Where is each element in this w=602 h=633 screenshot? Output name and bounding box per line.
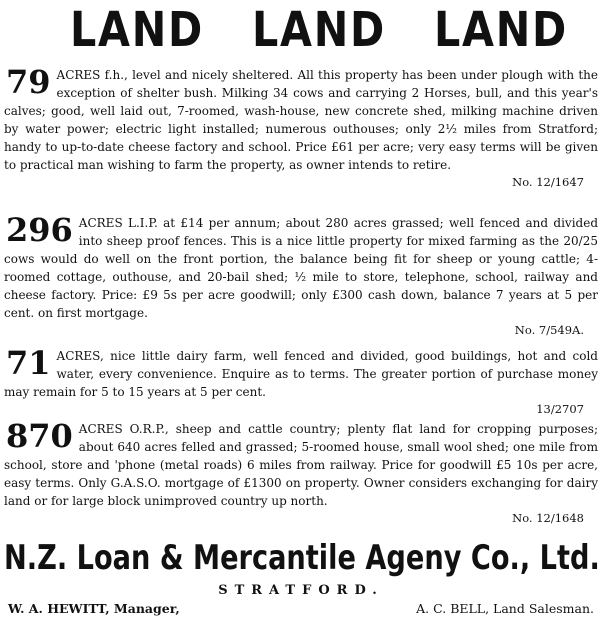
listing-body [4, 211, 598, 322]
listing-reference: No. 12/1647 [512, 175, 584, 189]
listing-870-acres [4, 417, 598, 526]
listing-text: ACRES L.I.P. at £14 per annum; about 280 acres grassed; well fenced and divided into sheep proof fences. This is a nice little property for mixed farming as the 20/25 cows would do well on the front portion, the balance being fit for sheep or young cattle; 4-roomed cottage, outhouse, and 20-bail shed; ½ mile to store, telephone, school, railway and cheese factory. Price: £9 5s per acre goodwill; only £300 cash down, balance 7 years at 5 per cent. on first mortgage. [4, 216, 598, 320]
listing-reference: No. 7/549A. [514, 323, 584, 337]
listing-body [4, 63, 598, 174]
listing-acreage: 79 [6, 63, 51, 101]
listing-acreage: 870 [6, 417, 73, 455]
listing-296-acres [4, 211, 598, 338]
listing-acreage: 296 [6, 211, 73, 249]
listing-text: ACRES, nice little dairy farm, well fenced and divided, good buildings, hot and cold water, every convenience. Enquire as to terms. The greater portion of purchase money may remain for 5 to 15 years at 5 per cent. [4, 349, 598, 399]
headline-word-2: LAND [252, 2, 386, 58]
manager-signature: W. A. HEWITT, Manager, [8, 601, 180, 616]
listing-reference: 13/2707 [536, 402, 584, 416]
listing-text: ACRES O.R.P., sheep and cattle country; plenty flat land for cropping purposes; about 640 acres felled and grassed; 5-roomed house, small wool shed; one mile from school, store and 'phone (metal roads) 6 miles from railway. Price for goodwill £5 10s per acre, easy terms. Only G.A.S.O. mortgage of £1300 on property. Owner considers exchanging for dairy land or for large block unimproved country up north. [4, 422, 598, 508]
listing-acreage: 71 [6, 344, 51, 382]
agency-town: STRATFORD. [218, 583, 384, 598]
agency-name: N.Z. Loan & Mercantile Ageny Co., Ltd. [4, 538, 600, 578]
listing-71-acres [4, 344, 598, 417]
headline-word-3: LAND [434, 2, 568, 58]
headline-word-1: LAND [70, 2, 204, 58]
listing-text: ACRES f.h., level and nicely sheltered. All this property has been under plough with the exception of shelter bush. Milking 34 cows and carrying 2 Horses, bull, and this year's calves; good, well laid out, 7-roomed, wash-house, new concrete shed, milking machine driven by water power; electric light installed; numerous outhouses; only 2½ miles from Stratford; handy to up-to-date cheese factory and school. Price £61 per acre; very easy terms will be given to practical man wishing to farm the property, as owner intends to retire. [4, 68, 598, 172]
listing-reference: No. 12/1648 [512, 511, 584, 525]
listing-body [4, 417, 598, 510]
salesman-signature: A. C. BELL, Land Salesman. [416, 601, 594, 616]
headline [0, 2, 602, 62]
listing-79-acres [4, 63, 598, 190]
listing-body [4, 344, 598, 401]
